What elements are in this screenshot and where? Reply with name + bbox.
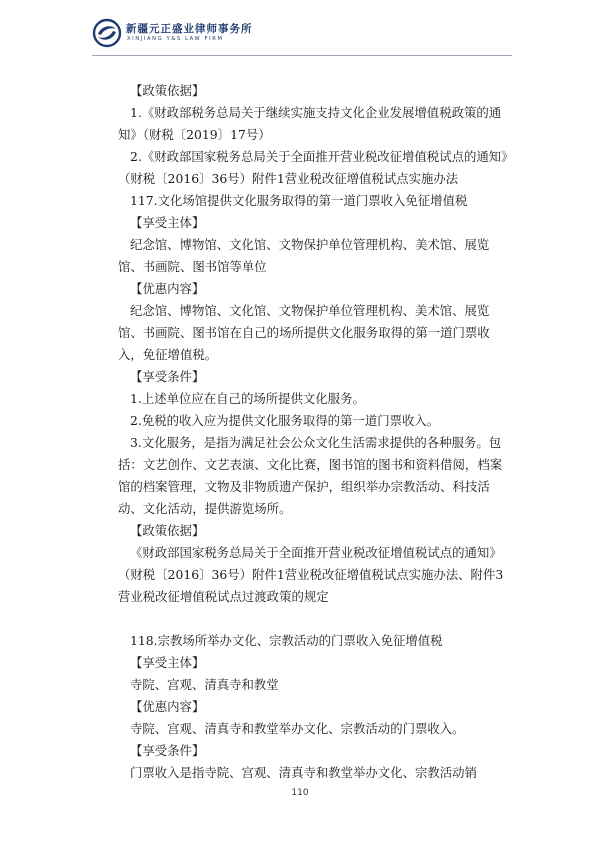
section-heading-benefit: 【优惠内容】	[130, 699, 205, 714]
paragraph: 2.《财政部国家税务总局关于全面推开营业税改征增值税试点的通知》（财税〔2016〕36号）附件1营业税改征增值税试点实施办法	[118, 149, 508, 186]
section-heading-conditions: 【享受条件】	[130, 369, 205, 384]
section-heading-conditions: 【享受条件】	[130, 743, 205, 758]
section-heading-benefit: 【优惠内容】	[130, 281, 205, 296]
document-body	[118, 80, 512, 784]
header-divider	[92, 55, 512, 56]
paragraph: 1.《财政部税务总局关于继续实施支持文化企业发展增值税政策的通知》（财税〔2019〕17号）	[118, 105, 502, 142]
item-title-117: 117.文化场馆提供文化服务取得的第一道门票收入免征增值税	[130, 193, 468, 208]
section-heading-policy-basis: 【政策依据】	[130, 83, 205, 98]
paragraph: 3.文化服务，是指为满足社会公众文化生活需求提供的各种服务。包括：文艺创作、文艺表演、文化比赛，图书馆的图书和资料借阅，档案馆的档案管理，文物及非物质遗产保护，组织举办宗教活动、科技活动、文化活动，提供游览场所。	[118, 435, 503, 516]
page-header	[92, 16, 512, 52]
firm-name-en: XINJIANG Y&S LAW FIRM	[127, 36, 224, 42]
page-number: 110	[291, 788, 309, 798]
paragraph: 《财政部国家税务总局关于全面推开营业税改征增值税试点的通知》（财税〔2016〕36号）附件1营业税改征增值税试点实施办法、附件3营业税改征增值税试点过渡政策的规定	[118, 545, 504, 604]
paragraph: 纪念馆、博物馆、文化馆、文物保护单位管理机构、美术馆、展览馆、书画院、图书馆等单位	[118, 237, 490, 274]
section-heading-beneficiary: 【享受主体】	[130, 655, 205, 670]
firm-name-cn: 新疆元正盛业律师事务所	[126, 23, 253, 35]
section-heading-policy-basis: 【政策依据】	[130, 523, 205, 538]
paragraph: 寺院、宫观、清真寺和教堂	[130, 677, 279, 692]
paragraph: 2.免税的收入应为提供文化服务取得的第一道门票收入。	[130, 413, 440, 428]
item-title-118: 118.宗教场所举办文化、宗教活动的门票收入免征增值税	[130, 633, 443, 648]
paragraph: 1.上述单位应在自己的场所提供文化服务。	[130, 391, 365, 406]
paragraph: 寺院、宫观、清真寺和教堂举办文化、宗教活动的门票收入。	[130, 721, 465, 736]
paragraph: 纪念馆、博物馆、文化馆、文物保护单位管理机构、美术馆、展览馆、书画院、图书馆在自己的场所提供文化服务取得的第一道门票收入，免征增值税。	[118, 303, 490, 362]
firm-logo-icon	[92, 18, 122, 48]
section-heading-beneficiary: 【享受主体】	[130, 215, 205, 230]
paragraph: 门票收入是指寺院、宫观、清真寺和教堂举办文化、宗教活动销	[130, 765, 477, 780]
